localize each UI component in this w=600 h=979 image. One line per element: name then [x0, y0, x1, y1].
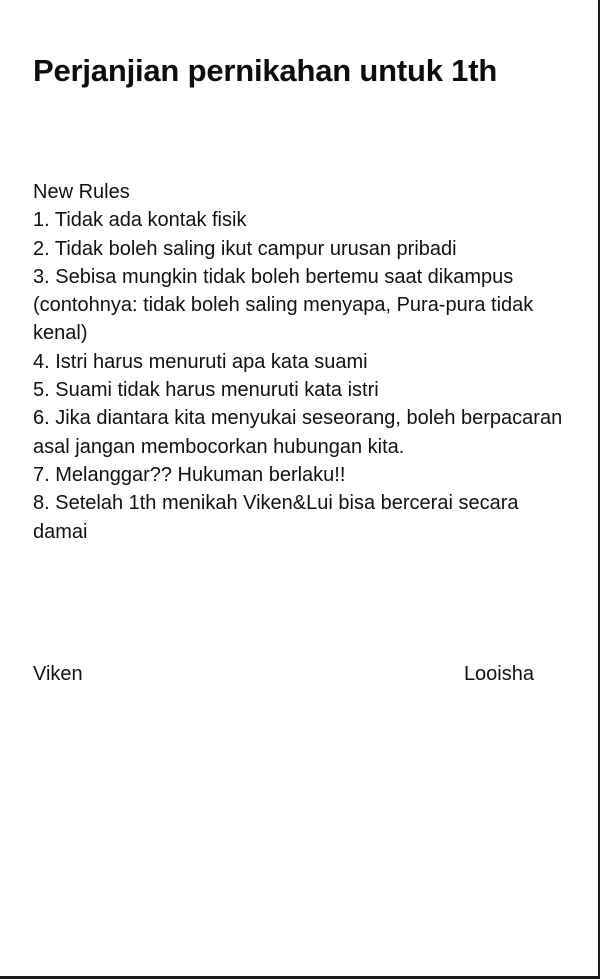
rules-heading: New Rules [33, 181, 130, 203]
rule-item-8: 8. Setelah 1th menikah Viken&Lui bisa bercerai secara damai [33, 492, 519, 543]
rule-item-5: 5. Suami tidak harus menuruti kata istri [33, 379, 379, 402]
rule-item-3: 3. Sebisa mungkin tidak boleh bertemu saat dikampus (contohnya: tidak boleh saling menyapa, Pura-pura tidak kenal) [33, 265, 534, 345]
signature-row [33, 660, 534, 688]
rule-item-6: 6. Jika diantara kita menyukai seseorang, boleh berpacaran asal jangan membocorkan hubungan kita. [33, 407, 563, 458]
rule-item-1: 1. Tidak ada kontak fisik [33, 209, 247, 232]
rule-item-4: 4. Istri harus menuruti apa kata suami [33, 350, 368, 373]
rules-section [33, 178, 568, 546]
rule-item-2: 2. Tidak boleh saling ikut campur urusan pribadi [33, 237, 457, 260]
rule-item-7: 7. Melanggar?? Hukuman berlaku!! [33, 463, 346, 486]
document-title: Perjanjian pernikahan untuk 1th [33, 53, 498, 88]
signature-right-name: Looisha [463, 663, 534, 685]
signature-left-name: Viken [33, 663, 83, 685]
rules-list [33, 206, 568, 546]
